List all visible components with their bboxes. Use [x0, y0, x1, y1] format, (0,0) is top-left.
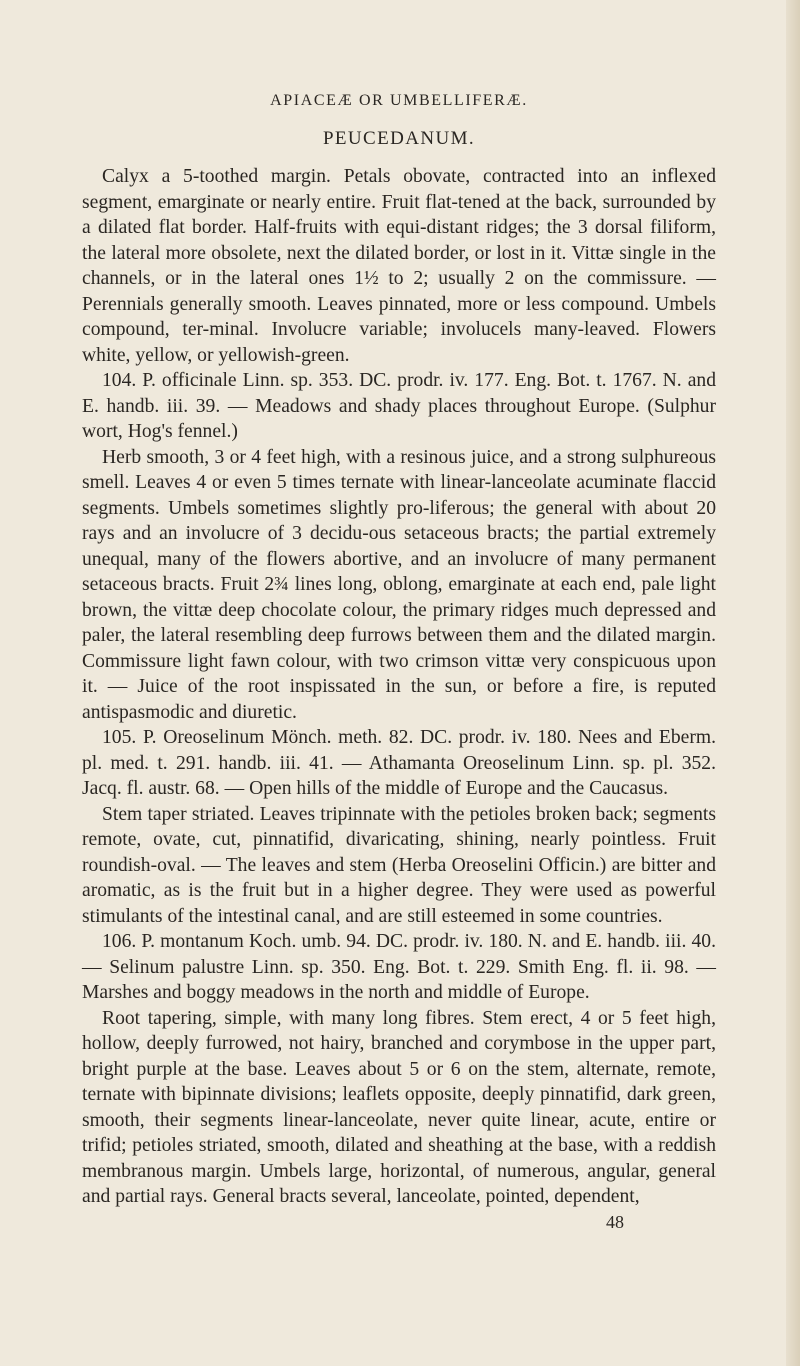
genus-description: Calyx a 5-toothed margin. Petals obovate, contracted into an inflexed segment, emarginate or nearly entire. Fruit flat-tened at the back, surrounded by a dilated flat border. Half-fruits with equi-distant ridges; the 3 dorsal filiform, the lateral more obsolete, next the dilated border, or lost in it. Vittæ single in the channels, or in the lateral ones 1½ to 2; usually 2 on the commissure. — Perennials generally smooth. Leaves pinnated, more or less compound. Umbels compound, ter-minal. Involucre variable; involucels many-leaved. Flowers white, yellow, or yellowish-green.: [82, 166, 716, 366]
running-head: APIACEÆ OR UMBELLIFERÆ.: [270, 92, 528, 109]
genus-heading: PEUCEDANUM.: [322, 128, 476, 149]
species-105-heading: 105. P. Oreoselinum Mönch. meth. 82. DC. prodr. iv. 180. Nees and Eberm. pl. med. t. 291. handb. iii. 41. — Athamanta Oreoselinum Linn. sp. pl. 352. Jacq. fl. austr. 68. — Open hills of the middle of Europe and the Caucasus.: [82, 727, 716, 799]
species-104-heading: 104. P. officinale Linn. sp. 353. DC. prodr. iv. 177. Eng. Bot. t. 1767. N. and E. handb. iii. 39. — Meadows and shady places throughout Europe. (Sulphur wort, Hog's fennel.): [82, 370, 716, 442]
page-number: 48: [606, 1211, 624, 1232]
species-105-description: Stem taper striated. Leaves tripinnate with the petioles broken back; segments remote, ovate, cut, pinnatifid, divaricating, shining, nearly pointless. Fruit roundish-oval. — The leaves and stem (Herba Oreoselini Officin.) are bitter and aromatic, as is the fruit but in a higher degree. They were used as powerful stimulants of the intestinal canal, and are still esteemed in some countries.: [82, 803, 716, 927]
species-104-description: Herb smooth, 3 or 4 feet high, with a resinous juice, and a strong sulphureous smell. Leaves 4 or even 5 times ternate with linear-lanceolate acuminate flaccid segments. Umbels sometimes slightly pro-liferous; the general with about 20 rays and an involucre of 3 decidu-ous setaceous bracts; the partial extremely unequal, many of the flowers abortive, and an involucre of many permanent setaceous bracts. Fruit 2¾ lines long, oblong, emarginate at each end, pale light brown, the vittæ deep chocolate colour, the primary ridges much depressed and paler, the lateral resembling deep furrows between them and the dilated margin. Commissure light fawn colour, with two crimson vittæ very conspicuous upon it. — Juice of the root inspissated in the sun, or before a fire, is reputed antispasmodic and diuretic.: [82, 446, 716, 723]
book-page: [82, 92, 716, 1233]
page-edge: [786, 0, 800, 1366]
species-106-description: Root tapering, simple, with many long fibres. Stem erect, 4 or 5 feet high, hollow, deeply furrowed, not hairy, branched and corymbose in the upper part, bright purple at the base. Leaves about 5 or 6 on the stem, alternate, remote, ternate with bipinnate divisions; leaflets opposite, deeply pinnatifid, dark green, smooth, their segments linear-lanceolate, never quite linear, acute, entire or trifid; petioles striated, smooth, dilated and sheathing at the base, with a reddish membranous margin. Umbels large, horizontal, of numerous, angular, general and partial rays. General bracts several, lanceolate, pointed, dependent,: [82, 1007, 716, 1207]
species-106-heading: 106. P. montanum Koch. umb. 94. DC. prodr. iv. 180. N. and E. handb. iii. 40. — Selinum palustre Linn. sp. 350. Eng. Bot. t. 229. Smith Eng. fl. ii. 98. — Marshes and boggy meadows in the north and middle of Europe.: [82, 931, 716, 1003]
